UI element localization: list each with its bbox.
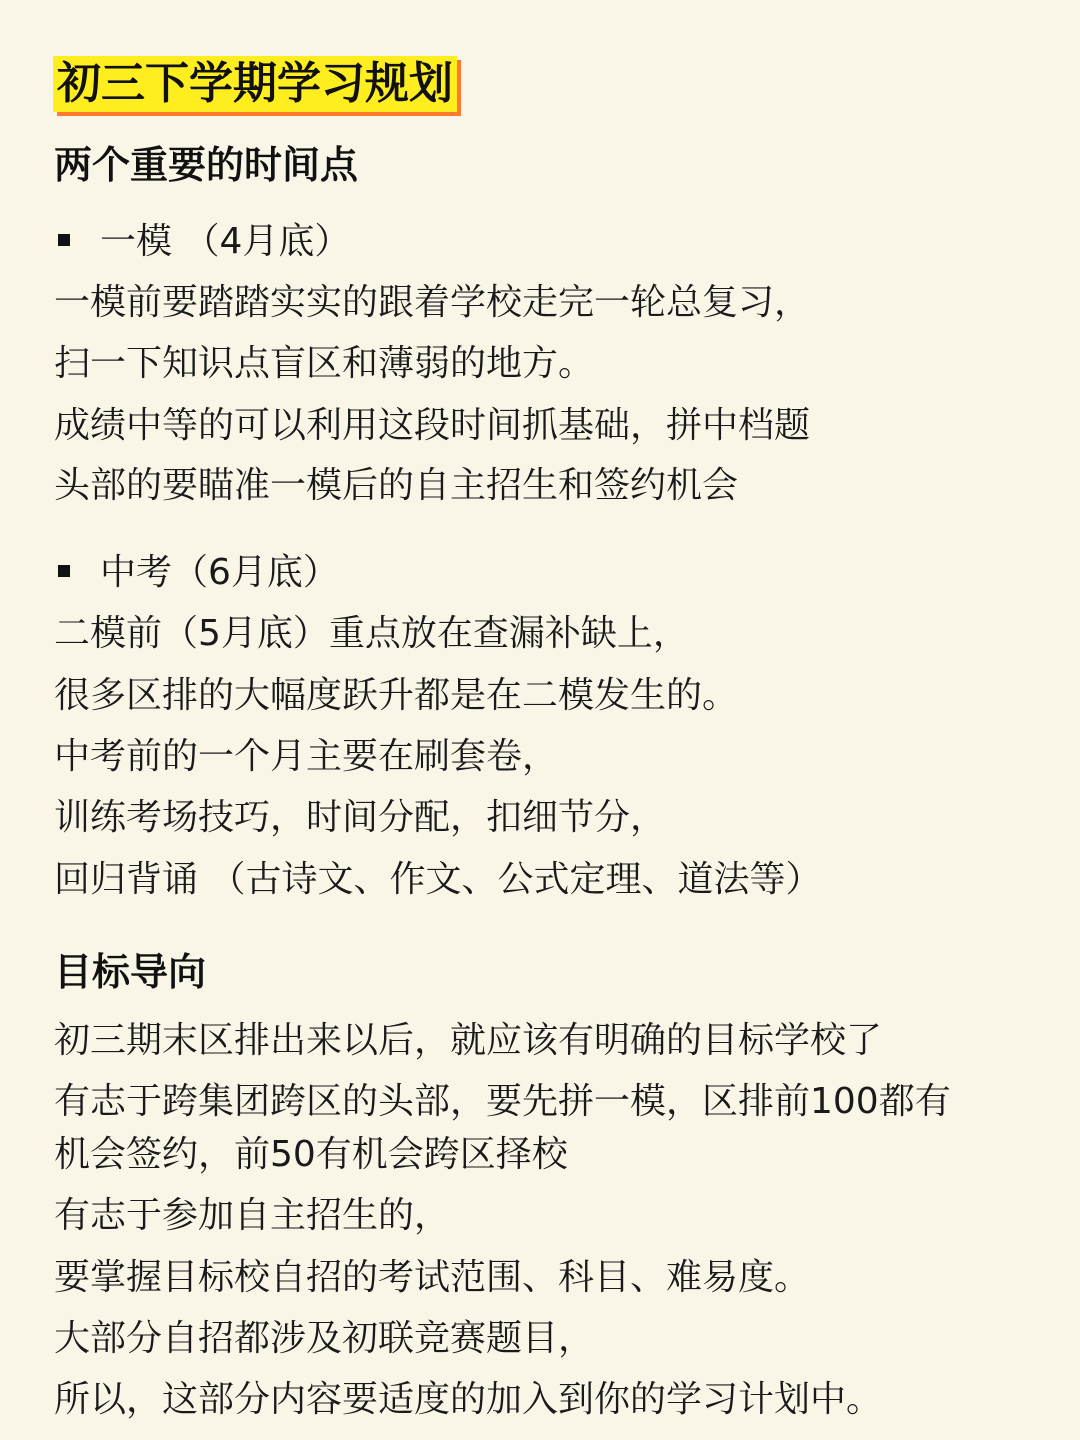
text-line: 成绩中等的可以利用这段时间抓基础，拼中档题	[54, 405, 811, 446]
text-line: 扫一下知识点盲区和薄弱的地方。	[54, 343, 595, 384]
text-line: 中考前的一个月主要在刷套卷，	[54, 736, 559, 777]
bullet-label: 一模 （4月底）	[100, 221, 351, 262]
section-heading-goals: 目标导向	[54, 950, 207, 994]
text-line: 回归背诵 （古诗文、作文、公式定理、道法等）	[54, 859, 822, 900]
text-line: 训练考场技巧，时间分配，扣细节分，	[54, 797, 667, 838]
text-line: 机会签约，前50有机会跨区择校	[54, 1134, 568, 1175]
text-line: 二模前（5月底）重点放在查漏补缺上，	[54, 613, 689, 654]
page-title: 初三下学期学习规划	[53, 56, 457, 112]
text-line: 很多区排的大幅度跃升都是在二模发生的。	[54, 675, 739, 716]
square-bullet-icon	[58, 565, 70, 577]
text-line: 有志于参加自主招生的，	[54, 1195, 451, 1236]
text-line: 头部的要瞄准一模后的自主招生和签约机会	[54, 465, 739, 506]
text-line: 一模前要踏踏实实的跟着学校走完一轮总复习，	[54, 282, 811, 323]
text-line: 初三期末区排出来以后，就应该有明确的目标学校了	[54, 1020, 883, 1061]
text-line: 有志于跨集团跨区的头部，要先拼一模，区排前100都有	[54, 1081, 951, 1122]
text-line: 大部分自招都涉及初联竞赛题目，	[54, 1318, 595, 1359]
text-line: 所以，这部分内容要适度的加入到你的学习计划中。	[54, 1379, 883, 1420]
bullet-item-zhongkao	[54, 549, 339, 597]
bullet-label: 中考（6月底）	[100, 552, 339, 593]
section-heading-timepoints: 两个重要的时间点	[54, 143, 359, 187]
square-bullet-icon	[58, 234, 70, 246]
bullet-item-yimo	[54, 218, 350, 266]
text-line: 要掌握目标校自招的考试范围、科目、难易度。	[54, 1257, 811, 1298]
